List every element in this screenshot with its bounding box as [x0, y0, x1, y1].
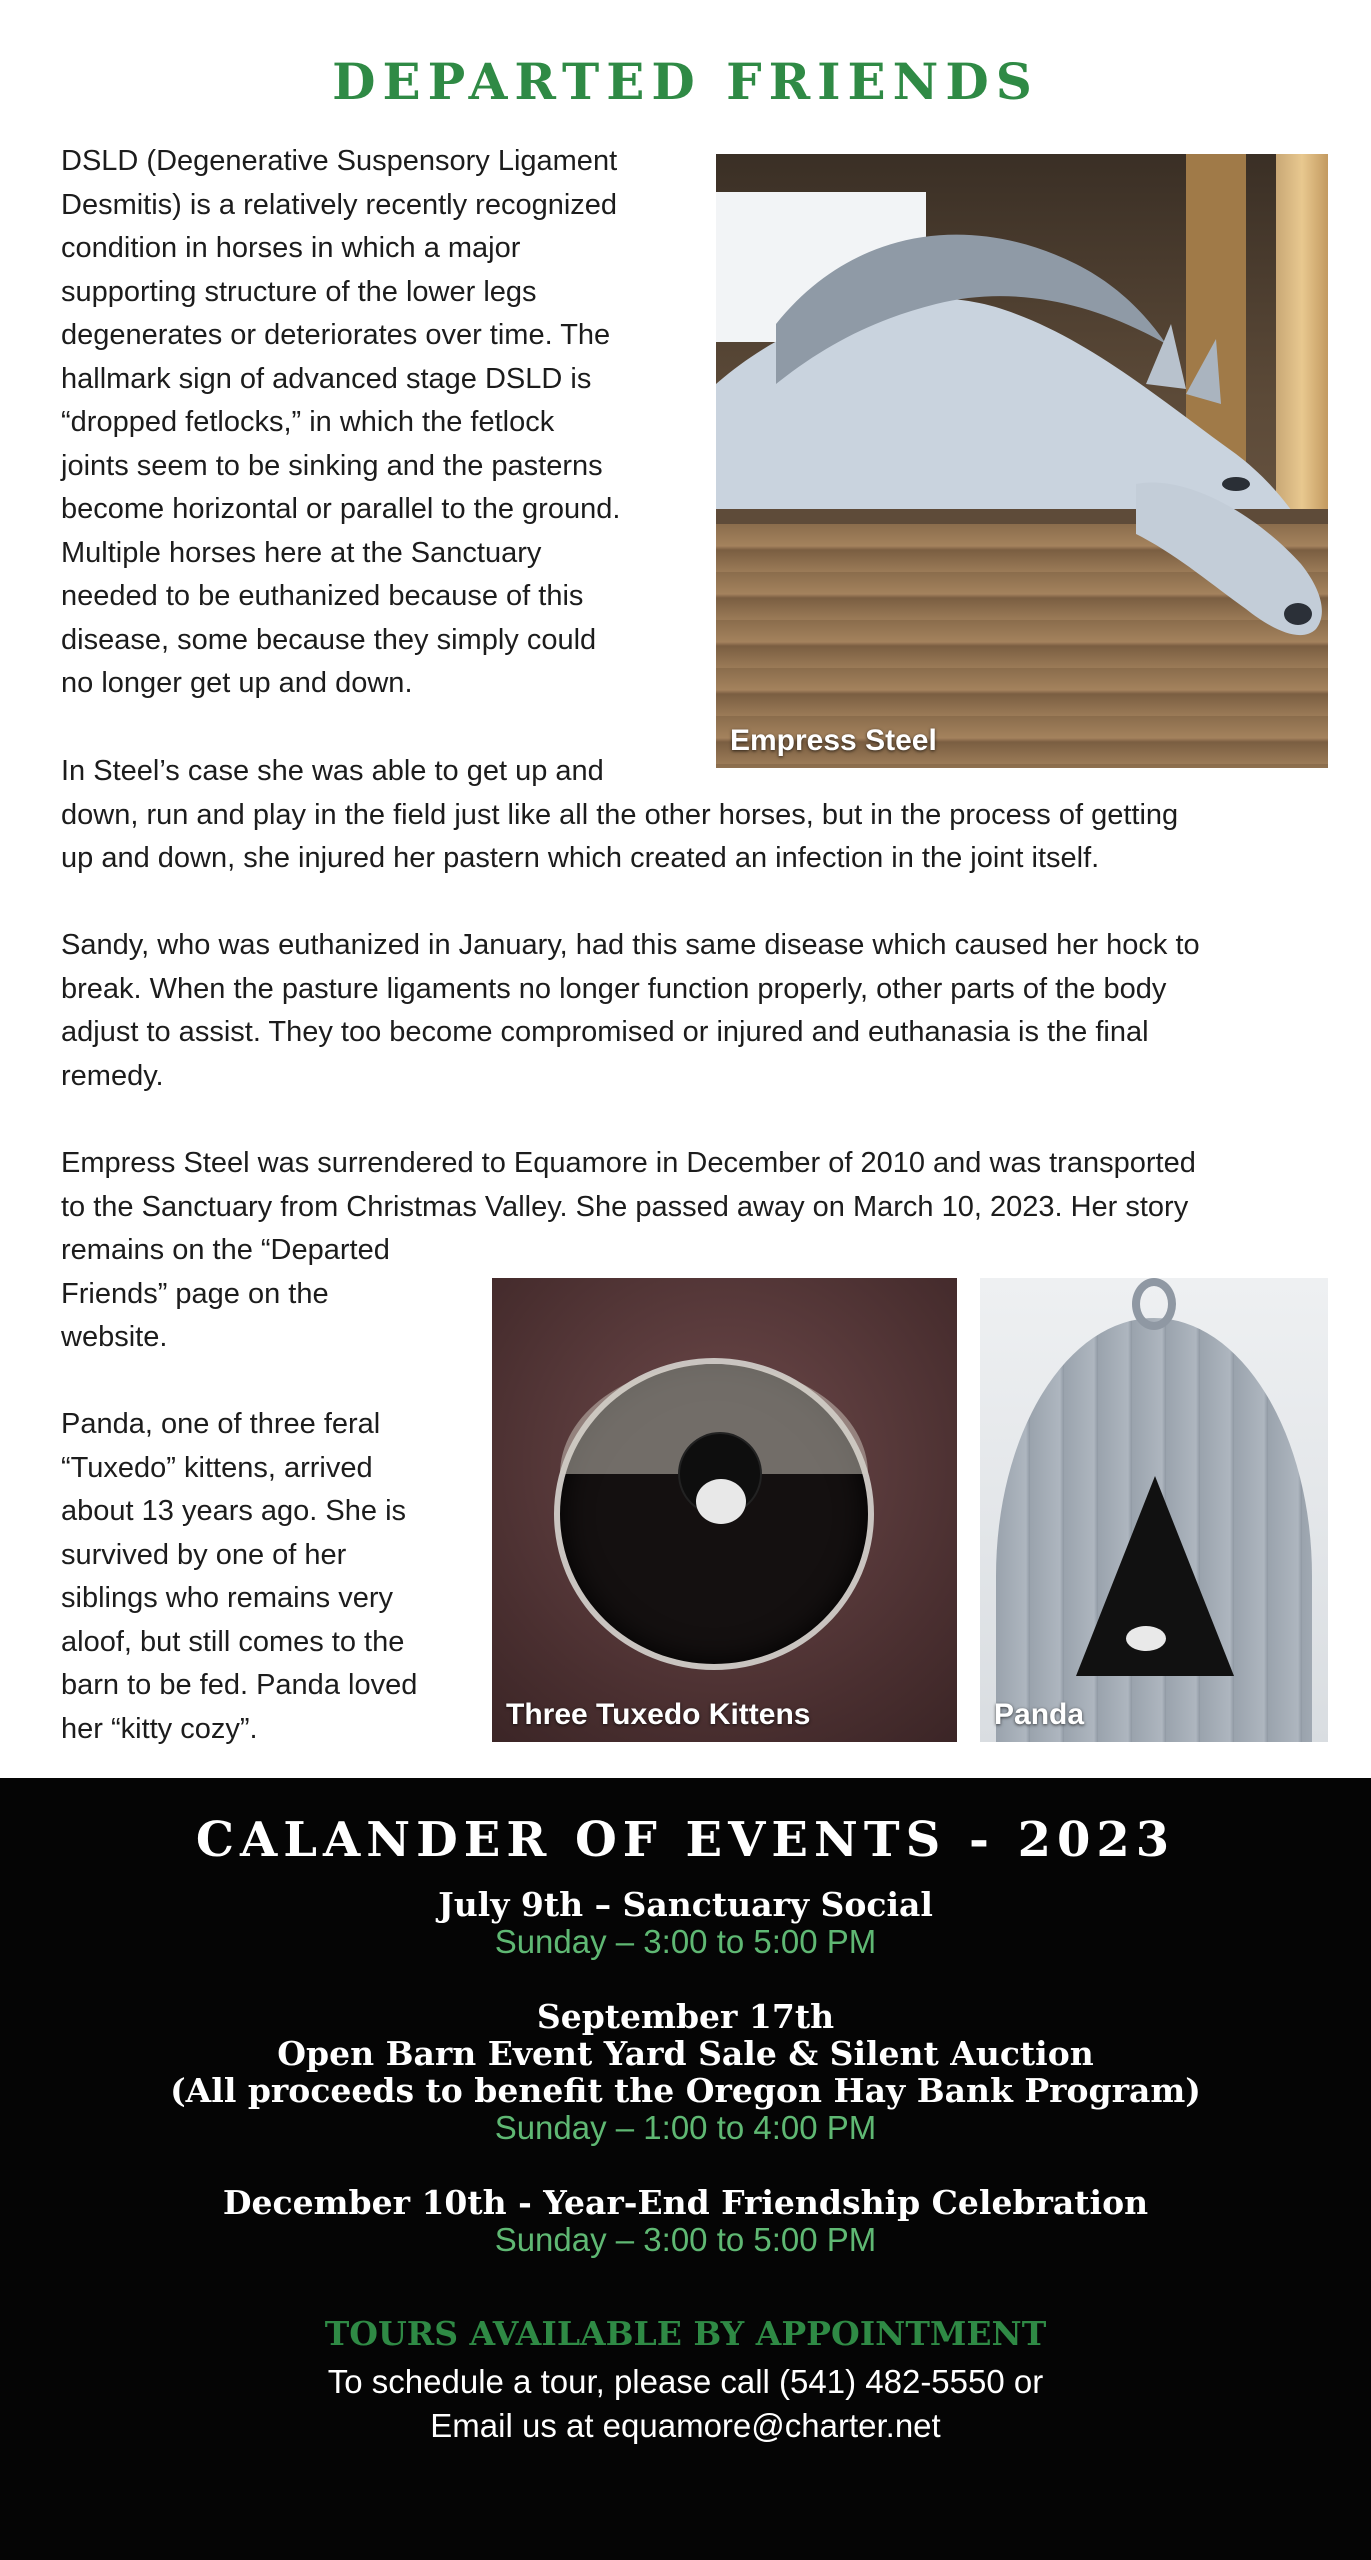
kitten-bib	[696, 1479, 746, 1524]
text-line: supporting structure of the lower legs	[61, 275, 537, 308]
event-time: Sunday – 1:00 to 4:00 PM	[494, 2109, 877, 2146]
photo-caption: Panda	[994, 1698, 1085, 1731]
tent-loop	[1132, 1278, 1176, 1330]
text-line: Friends” page on the	[61, 1277, 329, 1310]
text-line: adjust to assist. They too become compromised or injured and euthanasia is the final	[61, 1016, 1149, 1048]
text-line: Sandy, who was euthanized in January, had this same disease which caused her hock to	[61, 929, 1200, 961]
event-heading: September 17th	[536, 1997, 835, 2036]
empress-steel-photo	[716, 154, 1328, 768]
text-line: about 13 years ago. She is	[61, 1495, 407, 1527]
text-line: remains on the “Departed	[61, 1234, 390, 1266]
text-line: no longer get up and down.	[61, 667, 413, 699]
text-line: “Tuxedo” kittens, arrived	[61, 1451, 373, 1484]
text-line: In Steel’s case she was able to get up and	[61, 755, 604, 787]
photo-caption: Empress Steel	[730, 724, 937, 757]
event-heading: December 10th - Year-End Friendship Celebration	[222, 2183, 1149, 2222]
text-line: Multiple horses here at the Sanctuary	[61, 536, 542, 569]
event-heading: July 9th – Sanctuary Social	[438, 1885, 933, 1924]
text-line: down, run and play in the field just like all the other horses, but in the process of getting	[61, 798, 1179, 831]
event-heading: (All proceeds to benefit the Oregon Hay Bank Program)	[170, 2071, 1201, 2110]
text-line: hallmark sign of advanced stage DSLD is	[61, 362, 592, 395]
events-title: CALANDER OF EVENTS - 2023	[195, 1812, 1176, 1868]
text-line: up and down, she injured her pastern which created an infection in the joint itself.	[61, 842, 1100, 874]
text-line: break. When the pasture ligaments no longer function properly, other parts of the body	[61, 972, 1167, 1005]
event-time: Sunday – 3:00 to 5:00 PM	[494, 1923, 877, 1960]
text-line: degenerates or deteriorates over time. The	[61, 319, 611, 351]
text-line: aloof, but still comes to the	[61, 1625, 405, 1658]
paragraph-dsld	[61, 140, 711, 706]
text-line: her “kitty cozy”.	[61, 1712, 258, 1745]
paragraph-sandy	[61, 924, 1351, 1098]
contact-line: Email us at equamore@charter.net	[430, 2407, 941, 2444]
paragraph-panda	[61, 1403, 481, 1751]
text-line: joints seem to be sinking and the pasterns	[61, 449, 603, 482]
text-line: website.	[61, 1321, 168, 1353]
text-line: barn to be fed. Panda loved	[61, 1669, 418, 1701]
panda-paw	[1126, 1626, 1166, 1651]
calendar-of-events-section	[0, 1778, 1371, 2560]
text-line: Panda, one of three feral	[61, 1408, 381, 1440]
text-line: disease, some because they simply could	[61, 623, 597, 656]
text-line: condition in horses in which a major	[61, 232, 521, 264]
text-line: remedy.	[61, 1059, 164, 1092]
panda-photo	[980, 1278, 1328, 1742]
contact-line: To schedule a tour, please call (541) 482-5550 or	[327, 2363, 1044, 2400]
three-tuxedo-kittens-photo	[492, 1278, 957, 1742]
section-title: DEPARTED FRIENDS	[332, 52, 1039, 111]
event-heading: Open Barn Event Yard Sale & Silent Auction	[277, 2034, 1094, 2073]
tours-heading: TOURS AVAILABLE BY APPOINTMENT	[324, 2314, 1047, 2353]
horse-head-overlay	[716, 154, 1328, 768]
text-line: DSLD (Degenerative Suspensory Ligament	[61, 145, 618, 177]
text-line: siblings who remains very	[61, 1582, 394, 1614]
text-line: needed to be euthanized because of this	[61, 580, 584, 612]
text-line: become horizontal or parallel to the ground.	[61, 493, 621, 525]
text-line: “dropped fetlocks,” in which the fetlock	[61, 406, 555, 438]
text-line: to the Sanctuary from Christmas Valley. She passed away on March 10, 2023. Her story	[61, 1190, 1189, 1223]
event-time: Sunday – 3:00 to 5:00 PM	[494, 2221, 877, 2258]
paragraph-steel	[61, 750, 1351, 881]
text-line: survived by one of her	[61, 1538, 347, 1571]
text-line: Empress Steel was surrendered to Equamore in December of 2010 and was transported	[61, 1147, 1196, 1179]
cat-hole	[554, 1358, 874, 1670]
text-line: Desmitis) is a relatively recently recognized	[61, 188, 618, 221]
photo-caption: Three Tuxedo Kittens	[506, 1698, 811, 1731]
